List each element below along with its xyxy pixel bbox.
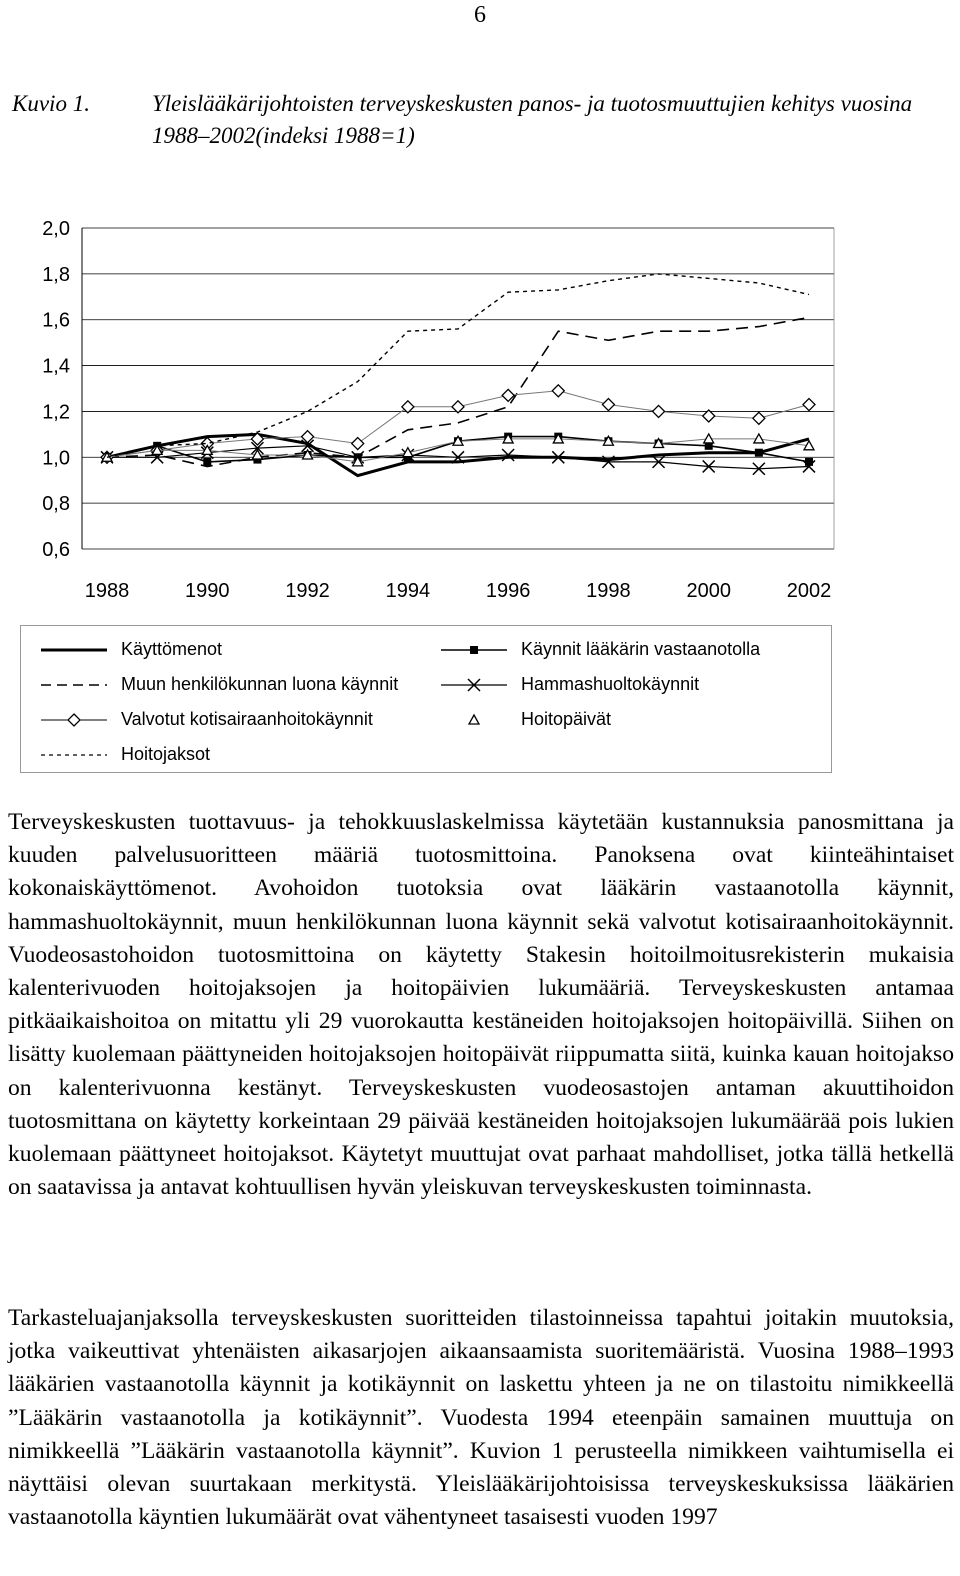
x-tick-label: 1996 [485,580,531,602]
data-point-diamond [803,399,815,411]
x-tick-label: 1990 [185,580,230,602]
x-tick-label: 1992 [285,580,330,602]
legend-label: Hoitopäivät [521,709,612,729]
data-point-diamond [653,405,665,417]
y-tick-label: 2,0 [42,218,70,240]
x-tick-label: 1998 [586,580,631,602]
data-point-diamond [753,412,765,424]
legend-label: Muun henkilökunnan luona käynnit [121,674,399,694]
data-point-diamond [602,399,614,411]
page-number: 6 [474,2,486,28]
data-point-diamond [552,385,564,397]
data-point-diamond [352,438,364,450]
data-point-square [203,458,211,466]
y-tick-label: 1,0 [42,447,70,470]
data-point-square [755,449,763,457]
y-tick-label: 0,6 [42,539,70,561]
x-tick-label: 1988 [84,580,130,602]
body-paragraph-1: Terveyskeskusten tuottavuus- ja tehokkuuslaskelmissa käytetään kustannuksia panosmittana ja kuuden palvelusuoritteen määriä tuotosmittoina. Panoksena ovat kiinteähintaiset kokonaiskäyttömenot. Avohoidon tuotoksia ovat lääkärin vastaanotolla käynnit, hammashuoltokäynnit, muun henkilökunnan luona käynnit sekä valvotut kotisairaanhoitokäynnit. Vuodeosastohoidon tuotosmittoina on käytetty Stakesin hoitoilmoitusrekisterin mukaisia kalenterivuoden hoitojaksojen ja hoitopäivien lukumääriä. Terveyskeskusten antamaa pitkäaikaishoitoa on mitattu yli 29 vuorokautta kestäneiden hoitojaksojen hoitopäivillä. Siihen on lisätty kuolemaan päättyneiden hoitojaksojen hoitopäivät riippumatta siitä, kuinka kauan hoitojakso on kalenterivuonna kestänyt. Terveyskeskusten vuodeosastojen antaman akuuttihoidon tuotosmittana on käytetty korkeintaan 29 päivää kestäneiden hoitojaksojen lukumäärää pois lukien kuolemaan päättyneet hoitojaksot. Käytetyt muuttujat ovat parhaat mahdolliset, jotka tällä hetkellä on saatavissa ja antavat kohtuullisen hyvän yleiskuvan terveyskeskusten toiminnasta. [8,809,954,1201]
line-chart [0,205,960,620]
y-tick-label: 0,8 [42,493,70,516]
y-tick-label: 1,4 [42,355,70,378]
figure-title: Yleislääkärijohtoisten terveyskeskusten panos- ja tuotosmuuttujien kehitys vuosina 1988–2002(indeksi 1988=1) [152,91,913,148]
y-tick-label: 1,2 [42,401,70,424]
x-tick-label: 1994 [385,580,431,602]
legend-label: Hoitojaksot [121,744,211,764]
figure-label: Kuvio 1. [12,91,90,116]
x-tick-label: 2002 [786,580,832,602]
y-tick-label: 1,8 [42,263,70,286]
chart-legend [20,625,832,773]
y-tick-label: 1,6 [42,309,70,332]
legend-label: Käyttömenot [121,639,223,659]
legend-label: Käynnit lääkärin vastaanotolla [521,639,761,659]
legend-label: Hammashuoltokäynnit [521,674,700,694]
body-paragraph-2: Tarkasteluajanjaksolla terveyskeskusten suoritteiden tilastoinneissa tapahtui joitakin muutoksia, jotka vaikeuttivat yhtenäisten aikasarjojen aikaansaamista suoritemääristä. Vuosina 1988–1993 lääkärien vastaanotolla käynnit ja kotikäynnit on laskettu yhteen ja ne on tilastoitu nimikkeellä ”Lääkärin vastaanotolla ja kotikäynnit”. Vuodesta 1994 eteenpäin samainen muuttuja on nimikkeellä ”Lääkärin vastaanotolla käynnit”. Kuvion 1 perusteella nimikkeen vaihtumisella ei näyttäisi olevan suurtakaan merkitystä. Yleislääkärijohtoisissa terveyskeskuksissa lääkärien vastaanotolla käyntien lukumäärät ovat vähentyneet tasaisesti vuoden 1997 [8,1305,954,1531]
legend-label: Valvotut kotisairaanhoitokäynnit [121,709,373,729]
x-tick-label: 2000 [686,580,731,602]
